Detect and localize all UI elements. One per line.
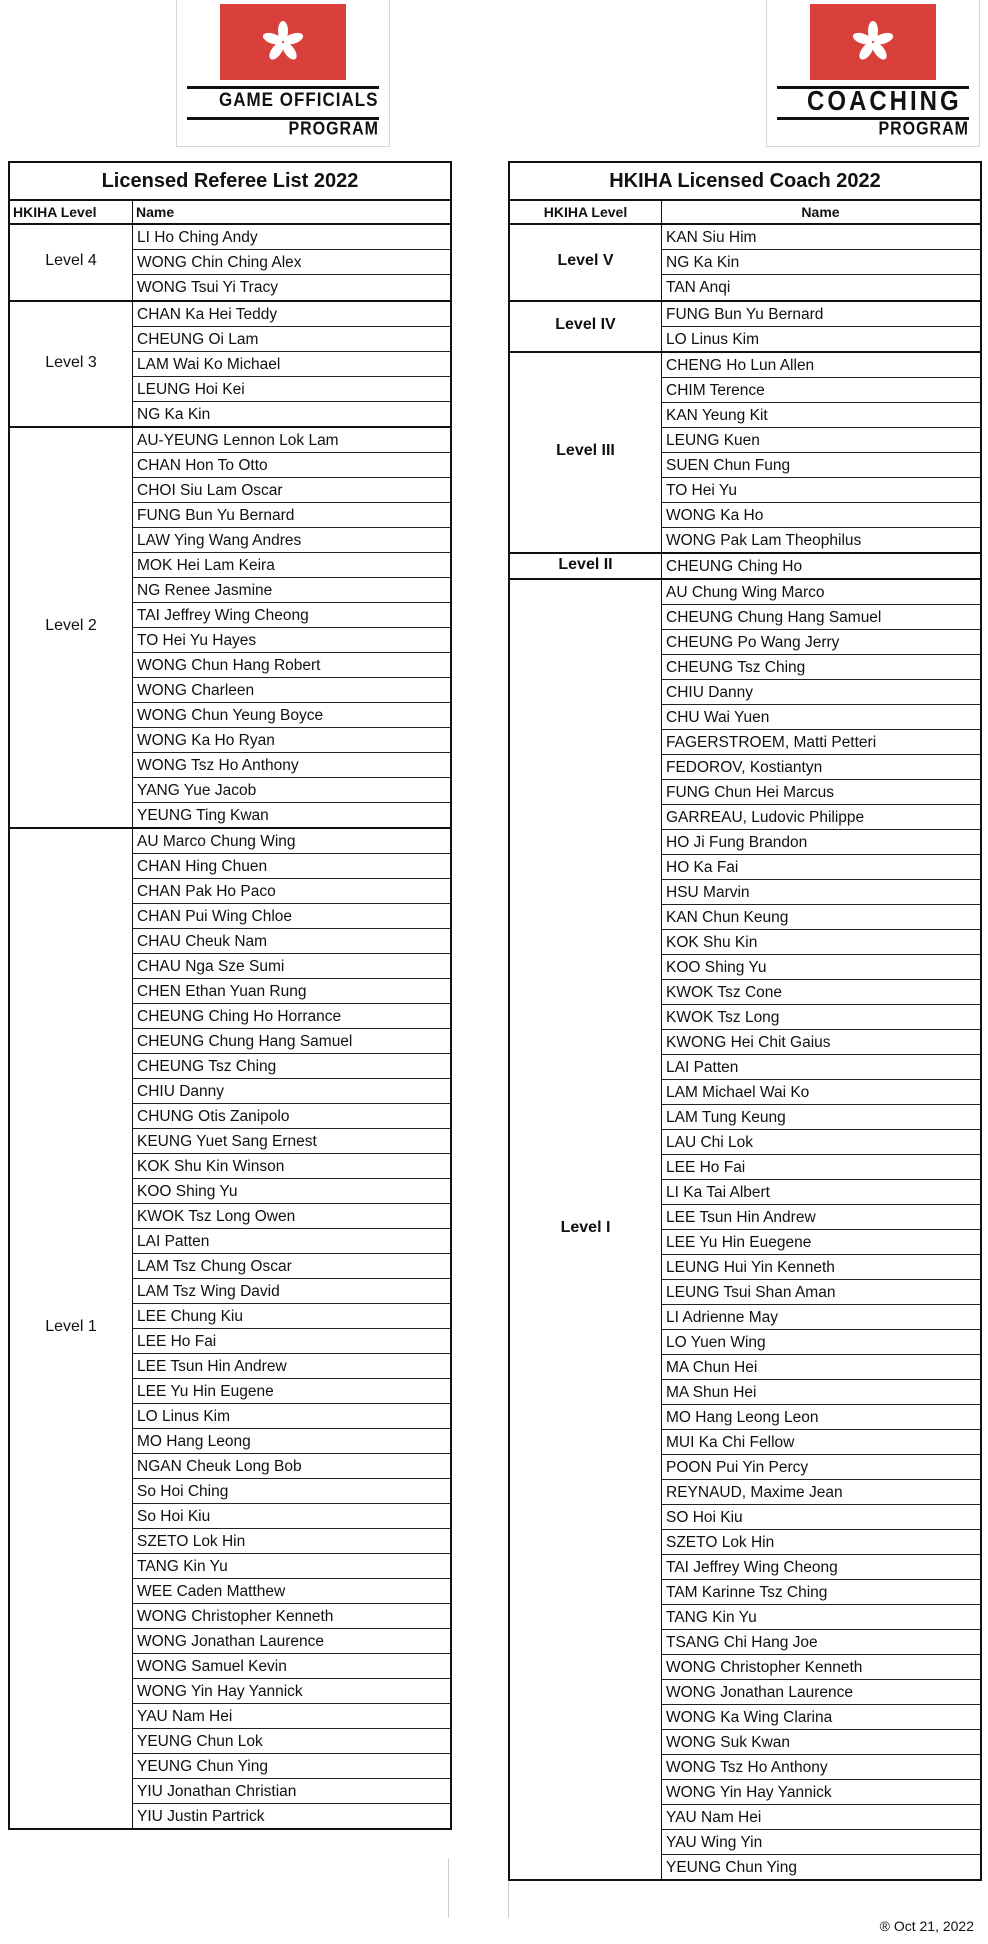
name-row: NGAN Cheuk Long Bob xyxy=(133,1454,450,1479)
name-row: YEUNG Chun Ying xyxy=(666,1859,797,1876)
name-row: GARREAU, Ludovic Philippe xyxy=(662,805,980,830)
name-row: CHU Wai Yuen xyxy=(662,705,980,730)
name-row: WONG Chin Ching Alex xyxy=(133,250,450,275)
name-row: KOK Shu Kin xyxy=(662,930,980,955)
name-row: LAM Michael Wai Ko xyxy=(662,1080,980,1105)
name-row: WONG Chun Hang Robert xyxy=(133,653,450,678)
name-row: CHEUNG Tsz Ching xyxy=(662,655,980,680)
name-row: So Hoi Kiu xyxy=(133,1504,450,1529)
level-column-header: HKIHA Level xyxy=(543,204,628,220)
name-row: MO Hang Leong Leon xyxy=(662,1405,980,1430)
name-row: AU-YEUNG Lennon Lok Lam xyxy=(133,428,450,453)
name-row: KAN Siu Him xyxy=(662,225,980,250)
level-group xyxy=(10,426,450,828)
level-label: Level V xyxy=(557,251,614,269)
name-row: CHEUNG Ching Ho Horrance xyxy=(133,1004,450,1029)
name-row: YEUNG Chun Lok xyxy=(133,1729,450,1754)
name-row: WONG Jonathan Laurence xyxy=(133,1629,450,1654)
name-row: TAM Karinne Tsz Ching xyxy=(662,1580,980,1605)
referee-table-header xyxy=(10,201,450,225)
level-group xyxy=(510,351,980,553)
level-column-header: HKIHA Level xyxy=(13,204,97,220)
name-row: LAI Patten xyxy=(133,1229,450,1254)
name-row: CHAU Cheuk Nam xyxy=(133,929,450,954)
name-row: MOK Hei Lam Keira xyxy=(133,553,450,578)
name-row: TAI Jeffrey Wing Cheong xyxy=(133,603,450,628)
name-row: CHEUNG Ching Ho xyxy=(666,558,803,575)
name-row: WONG Ka Wing Clarina xyxy=(662,1705,980,1730)
name-row: LEE Yu Hin Eugene xyxy=(133,1379,450,1404)
name-row: CHAN Pak Ho Paco xyxy=(133,879,450,904)
name-column-header: Name xyxy=(136,204,175,220)
name-row: MA Chun Hei xyxy=(662,1355,980,1380)
name-row: SUEN Chun Fung xyxy=(662,453,980,478)
logo-line1: GAME OFFICIALS xyxy=(219,88,379,111)
name-row: CHAU Nga Sze Sumi xyxy=(133,954,450,979)
name-row: KOO Shing Yu xyxy=(133,1179,450,1204)
coach-list-table xyxy=(508,161,982,1881)
name-row: HO Ji Fung Brandon xyxy=(662,830,980,855)
logo-line1: COACHING xyxy=(807,85,962,117)
name-row: CHEUNG Tsz Ching xyxy=(133,1054,450,1079)
name-row: TANG Kin Yu xyxy=(662,1605,980,1630)
name-row: HSU Marvin xyxy=(662,880,980,905)
name-row: LEUNG Tsui Shan Aman xyxy=(662,1280,980,1305)
logo-line2: PROGRAM xyxy=(878,119,969,140)
level-label: Level 2 xyxy=(45,617,97,634)
name-row: WONG Suk Kwan xyxy=(662,1730,980,1755)
name-row: KEUNG Yuet Sang Ernest xyxy=(133,1129,450,1154)
name-row: KAN Yeung Kit xyxy=(662,403,980,428)
name-row: LAW Ying Wang Andres xyxy=(133,528,450,553)
name-row: WONG Jonathan Laurence xyxy=(662,1680,980,1705)
game-officials-logo xyxy=(176,0,390,147)
name-row: NG Ka Kin xyxy=(137,406,211,423)
name-row: YAU Nam Hei xyxy=(662,1805,980,1830)
name-row: HO Ka Fai xyxy=(662,855,980,880)
name-row: WONG Chun Yeung Boyce xyxy=(133,703,450,728)
name-row: CHEUNG Chung Hang Samuel xyxy=(662,605,980,630)
name-row: FAGERSTROEM, Matti Petteri xyxy=(662,730,980,755)
level-label: Level III xyxy=(556,442,615,459)
name-row: FUNG Bun Yu Bernard xyxy=(133,503,450,528)
name-row: FUNG Chun Hei Marcus xyxy=(662,780,980,805)
name-row: LEE Tsun Hin Andrew xyxy=(133,1354,450,1379)
name-row: LAM Tung Keung xyxy=(662,1105,980,1130)
logo-line2: PROGRAM xyxy=(288,119,379,140)
name-row: CHAN Pui Wing Chloe xyxy=(133,904,450,929)
name-row: YEUNG Chun Ying xyxy=(133,1754,450,1779)
name-row: LEE Yu Hin Euegene xyxy=(662,1230,980,1255)
name-row: LO Yuen Wing xyxy=(662,1330,980,1355)
name-row: KAN Chun Keung xyxy=(662,905,980,930)
name-column-header: Name xyxy=(801,204,840,220)
name-row: LEUNG Hui Yin Kenneth xyxy=(662,1255,980,1280)
name-row: YAU Wing Yin xyxy=(662,1830,980,1855)
name-row: WONG Christopher Kenneth xyxy=(662,1655,980,1680)
name-row: CHAN Ka Hei Teddy xyxy=(133,302,450,327)
name-row: WONG Samuel Kevin xyxy=(133,1654,450,1679)
name-row: SZETO Lok Hin xyxy=(133,1529,450,1554)
name-row: WONG Tsui Yi Tracy xyxy=(137,279,278,296)
name-row: LO Linus Kim xyxy=(666,331,760,348)
name-row: REYNAUD, Maxime Jean xyxy=(662,1480,980,1505)
hong-kong-flag-icon xyxy=(220,4,346,80)
name-row: CHUNG Otis Zanipolo xyxy=(133,1104,450,1129)
name-row: LEUNG Hoi Kei xyxy=(133,377,450,402)
name-row: KWONG Hei Chit Gaius xyxy=(662,1030,980,1055)
name-row: WONG Tsz Ho Anthony xyxy=(133,753,450,778)
name-row: TANG Kin Yu xyxy=(133,1554,450,1579)
name-row: LEUNG Kuen xyxy=(662,428,980,453)
page-divider xyxy=(448,1858,449,1918)
name-row: WONG Yin Hay Yannick xyxy=(662,1780,980,1805)
name-row: LI Ho Ching Andy xyxy=(133,225,450,250)
name-row: WONG Ka Ho Ryan xyxy=(133,728,450,753)
name-row: CHAN Hing Chuen xyxy=(133,854,450,879)
name-row: MO Hang Leong xyxy=(133,1429,450,1454)
name-row: TSANG Chi Hang Joe xyxy=(662,1630,980,1655)
name-row: WEE Caden Matthew xyxy=(133,1579,450,1604)
name-row: WONG Charleen xyxy=(133,678,450,703)
name-row: KOO Shing Yu xyxy=(662,955,980,980)
name-row: KWOK Tsz Long xyxy=(662,1005,980,1030)
coach-table-body xyxy=(510,225,980,1879)
level-group xyxy=(510,225,980,300)
coach-table-title: HKIHA Licensed Coach 2022 xyxy=(510,163,980,201)
coach-table-header xyxy=(510,201,980,225)
name-row: TAN Anqi xyxy=(666,279,731,296)
name-row: CHAN Hon To Otto xyxy=(133,453,450,478)
hong-kong-flag-icon xyxy=(810,4,936,80)
name-row: AU Marco Chung Wing xyxy=(133,829,450,854)
referee-table-title: Licensed Referee List 2022 xyxy=(10,163,450,201)
page-divider xyxy=(508,1882,509,1918)
level-label: Level 1 xyxy=(45,1318,97,1335)
name-row: WONG Tsz Ho Anthony xyxy=(662,1755,980,1780)
name-row: TAI Jeffrey Wing Cheong xyxy=(662,1555,980,1580)
level-label: Level II xyxy=(558,555,613,573)
name-row: WONG Ka Ho xyxy=(662,503,980,528)
name-row: CHOI Siu Lam Oscar xyxy=(133,478,450,503)
level-group xyxy=(510,552,980,579)
name-row: LEE Ho Fai xyxy=(662,1155,980,1180)
name-row: FEDOROV, Kostiantyn xyxy=(662,755,980,780)
name-row: NG Ka Kin xyxy=(662,250,980,275)
name-row: YEUNG Ting Kwan xyxy=(137,807,269,824)
name-row: CHEUNG Po Wang Jerry xyxy=(662,630,980,655)
name-row: CHEUNG Oi Lam xyxy=(133,327,450,352)
name-row: AU Chung Wing Marco xyxy=(662,580,980,605)
name-row: KWOK Tsz Cone xyxy=(662,980,980,1005)
name-row: LAM Wai Ko Michael xyxy=(133,352,450,377)
name-row: LO Linus Kim xyxy=(133,1404,450,1429)
level-group xyxy=(10,827,450,1829)
name-row: YIU Justin Partrick xyxy=(137,1808,265,1825)
name-row: YANG Yue Jacob xyxy=(133,778,450,803)
name-row: LEE Chung Kiu xyxy=(133,1304,450,1329)
name-row: SZETO Lok Hin xyxy=(662,1530,980,1555)
name-row: KOK Shu Kin Winson xyxy=(133,1154,450,1179)
name-row: LAM Tsz Chung Oscar xyxy=(133,1254,450,1279)
level-label: Level 3 xyxy=(45,353,97,371)
name-row: CHIU Danny xyxy=(133,1079,450,1104)
name-row: WONG Yin Hay Yannick xyxy=(133,1679,450,1704)
referee-table-body xyxy=(10,225,450,1828)
name-row: LI Adrienne May xyxy=(662,1305,980,1330)
name-row: LEE Ho Fai xyxy=(133,1329,450,1354)
name-row: NG Renee Jasmine xyxy=(133,578,450,603)
name-row: So Hoi Ching xyxy=(133,1479,450,1504)
level-group xyxy=(10,225,450,300)
name-row: MUI Ka Chi Fellow xyxy=(662,1430,980,1455)
name-row: LAM Tsz Wing David xyxy=(133,1279,450,1304)
level-label: Level IV xyxy=(555,316,616,333)
name-row: LAI Patten xyxy=(662,1055,980,1080)
name-row: SO Hoi Kiu xyxy=(662,1505,980,1530)
name-row: MA Shun Hei xyxy=(662,1380,980,1405)
level-group xyxy=(510,300,980,352)
name-row: CHEN Ethan Yuan Rung xyxy=(133,979,450,1004)
name-row: CHIM Terence xyxy=(662,378,980,403)
name-row: FUNG Bun Yu Bernard xyxy=(662,302,980,327)
referee-list-table xyxy=(8,161,452,1830)
level-group xyxy=(510,578,980,1880)
name-row: CHEUNG Chung Hang Samuel xyxy=(133,1029,450,1054)
name-row: YIU Jonathan Christian xyxy=(133,1779,450,1804)
name-row: WONG Pak Lam Theophilus xyxy=(666,532,862,549)
name-row: TO Hei Yu xyxy=(662,478,980,503)
name-row: WONG Christopher Kenneth xyxy=(133,1604,450,1629)
name-row: POON Pui Yin Percy xyxy=(662,1455,980,1480)
coaching-logo xyxy=(766,0,980,147)
name-row: LAU Chi Lok xyxy=(662,1130,980,1155)
name-row: YAU Nam Hei xyxy=(133,1704,450,1729)
level-label: Level 4 xyxy=(45,251,97,269)
name-row: LI Ka Tai Albert xyxy=(662,1180,980,1205)
name-row: KWOK Tsz Long Owen xyxy=(133,1204,450,1229)
name-row: LEE Tsun Hin Andrew xyxy=(662,1205,980,1230)
level-group xyxy=(10,300,450,427)
name-row: CHENG Ho Lun Allen xyxy=(662,353,980,378)
level-label: Level I xyxy=(560,1219,611,1236)
name-row: CHIU Danny xyxy=(662,680,980,705)
footer-date: ® Oct 21, 2022 xyxy=(879,1918,974,1934)
name-row: TO Hei Yu Hayes xyxy=(133,628,450,653)
